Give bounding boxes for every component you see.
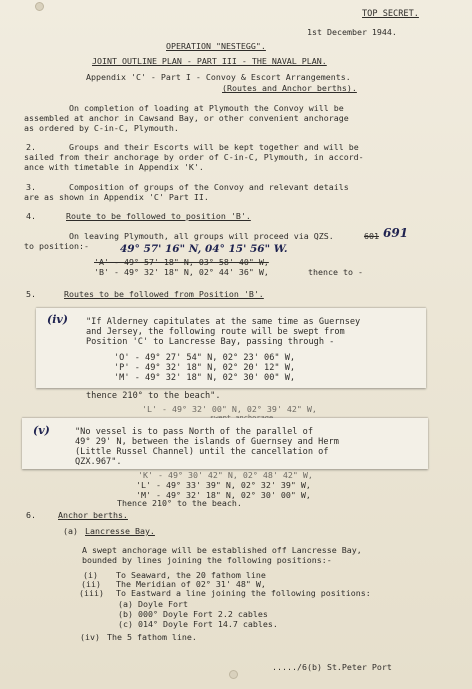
para4-line: On leaving Plymouth, all groups will proceed via QZS. [69,231,334,241]
list-item: To Eastward a line joining the following positions: [116,588,371,598]
amendment-line: QZX.967". [75,457,122,467]
sublist-number: (b) [118,609,133,619]
document-date: 1st December 1944. [307,27,397,37]
position-a: 'A' - 49° 57' 18" N, 03° 58' 40" W, [94,257,269,267]
para4-number: 4. [26,211,36,221]
sublist-item: 000° Doyle Fort 2.2 cables [138,609,268,619]
para5-number: 5. [26,289,36,299]
route-point: 'M' - 49° 32' 18" N, 02° 30' 00" W, [114,373,296,383]
para2-line: sailed from their anchorage by order of C-in-C, Plymouth, in accord- [24,152,364,162]
para6-number: 6. [26,510,36,520]
sublist-number: (c) [118,619,133,629]
sublist-item: 014° Doyle Fort 14.7 cables. [138,619,278,629]
list-number: (iii) [79,588,104,598]
para3-line: are as shown in Appendix 'C' Part II. [24,192,209,202]
struck-number: 601 [364,231,379,241]
punch-hole [35,2,44,11]
list-number: (ii) [81,579,101,589]
handwritten-coordinates: 49° 57' 16" N, 04° 15' 56" W. [120,243,288,255]
para4-line: to position:- [24,241,89,251]
list-item: The 5 fathom line. [107,632,197,642]
para1-line: as ordered by C-in-C, Plymouth. [24,123,179,133]
amendment-line: 49° 29' N, between the islands of Guernsey and Herm [75,437,339,447]
position-b: 'B' - 49° 32' 18" N, 02° 44' 36" W, [94,267,269,277]
list-item: The Meridian of 02° 31' 48" W, [116,579,266,589]
sub-a-title: Lancresse Bay. [85,526,155,536]
list-number: (i) [83,570,98,580]
appendix-subtitle: (Routes and Anchor berths). [222,83,357,93]
punch-hole [229,670,238,679]
amendment-line: "If Alderney capitulates at the same time as Guernsey [86,317,361,327]
amendment-line: Position 'C' to Lancresse Bay, passing through - [86,337,335,347]
route-point: 'M' - 49° 32' 18" N, 02° 30' 00" W, [136,490,311,500]
para2-number: 2. [26,142,36,152]
route-point: 'O' - 49° 27' 54" N, 02° 23' 06" W, [114,353,296,363]
para2-line: Groups and their Escorts will be kept together and will be [69,142,359,152]
amendment-line: thence 210° to the beach". [86,391,221,401]
route-point: 'P' - 49° 32' 18" N, 02° 20' 12" W, [114,363,296,373]
para5-heading: Routes to be followed from Position 'B'. [64,289,264,299]
amendment-line: and Jersey, the following route will be swept from [86,327,345,337]
handwritten-correction: 691 [383,226,409,240]
sublist-number: (a) [118,599,133,609]
para6-intro: bounded by lines joining the following positions:- [82,555,332,565]
plan-title: JOINT OUTLINE PLAN - PART III - THE NAVAL PLAN. [92,56,327,66]
classification-stamp: TOP SECRET. [362,9,419,19]
para4-heading: Route to be followed to position 'B'. [66,211,251,221]
para6-intro: A swept anchorage will be established off Lancresse Bay, [82,545,362,555]
operation-title: OPERATION "NESTEGG". [166,41,266,51]
list-item: To Seaward, the 20 fathom line [116,570,266,580]
route-point: 'K' - 49° 30' 42" N, 02° 48' 42" W, [138,470,313,480]
appendix-title: Appendix 'C' - Part I - Convoy & Escort Arrangements. [86,72,351,82]
route-thence: Thence 210° to the beach. [117,498,242,508]
route-point: 'L' - 49° 33' 39" N, 02° 32' 39" W, [136,480,311,490]
amendment-line: "No vessel is to pass North of the parallel of [75,427,313,437]
para3-line: Composition of groups of the Convoy and relevant details [69,182,349,192]
thence-to: thence to - [308,267,363,277]
amendment-line: (Little Russel Channel) until the cancellation of [75,447,329,457]
para1-line: On completion of loading at Plymouth the Convoy will be [69,103,344,113]
continuation-note: ...../6(b) St.Peter Port [272,662,392,672]
sub-a-number: (a) [63,526,78,536]
para6-heading: Anchor berths. [58,510,128,520]
amendment-marker: (iv) [47,313,68,326]
underlying-text: 'L' - 49° 32' 00" N, 02° 39' 42" W, [142,404,317,414]
sublist-item: Doyle Fort [138,599,188,609]
para2-line: ance with timetable in Appendix 'K'. [24,162,204,172]
list-number: (iv) [80,632,100,642]
para3-number: 3. [26,182,36,192]
amendment-marker: (v) [33,424,50,437]
para1-line: assembled at anchor in Cawsand Bay, or other convenient anchorage [24,113,349,123]
